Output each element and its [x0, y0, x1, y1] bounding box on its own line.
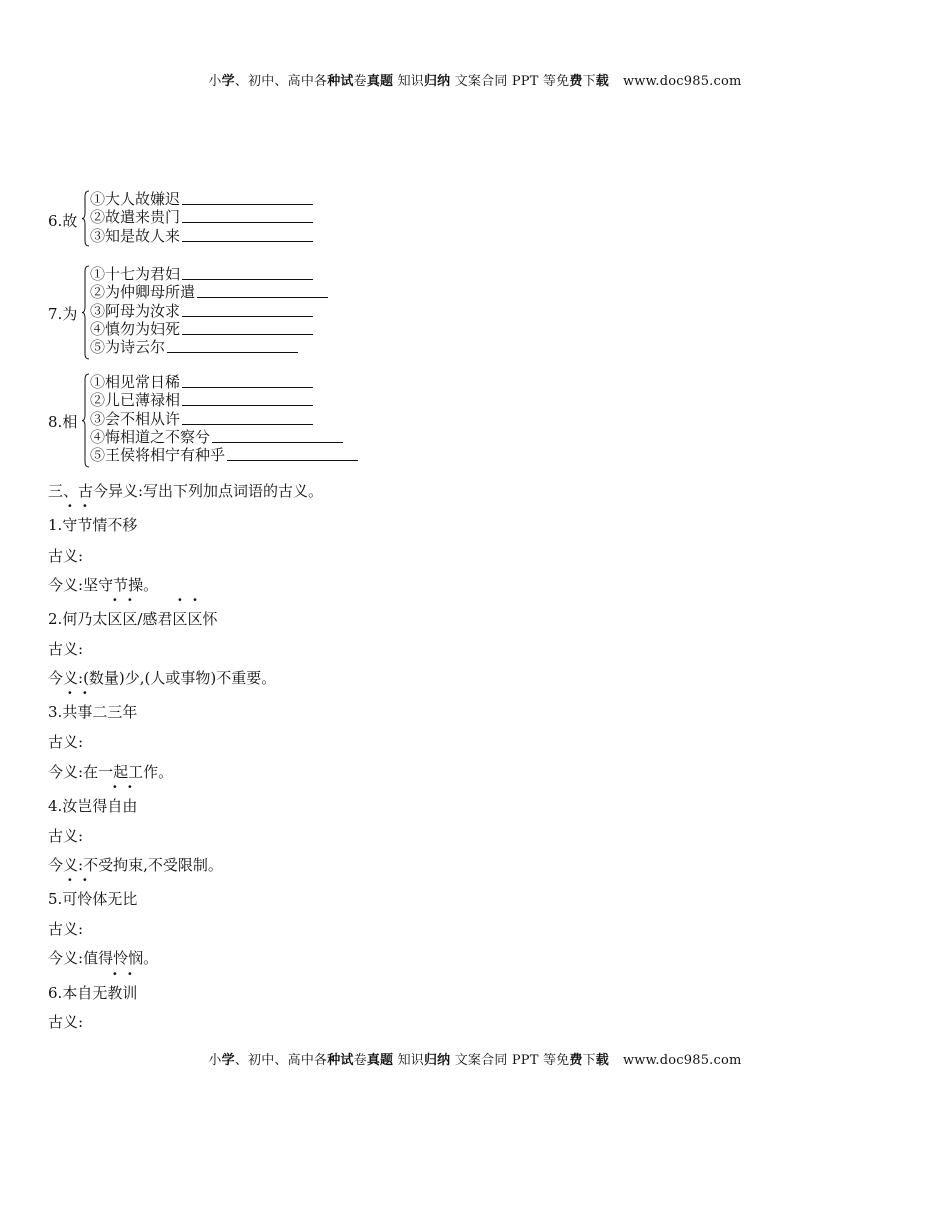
header-text-run: 卷 [353, 74, 367, 89]
usage-item: ⑤为诗云尔 [90, 338, 328, 356]
question-text: 怀 [202, 610, 218, 628]
header-text-run: 、初中、高中各 [234, 1053, 328, 1068]
header-text-run: 种试 [327, 1053, 354, 1068]
question-text: 二三年 [92, 703, 138, 721]
usage-item: ②儿已薄禄相 [90, 391, 358, 409]
gu-yi-label: 古义: [48, 827, 84, 845]
question-text: 汝岂得 [62, 797, 108, 815]
group-number: 8.相 [48, 413, 78, 431]
page-header [0, 70, 950, 89]
jin-yi-line: 今义:坚守节操。 [48, 576, 159, 594]
usage-item: ②为仲卿母所遣 [90, 283, 328, 301]
usage-item: ①相见常日稀 [90, 373, 358, 391]
answer-blank[interactable] [182, 374, 313, 388]
header-text-run: 文案合同 PPT 等免 [450, 74, 570, 89]
header-text-run: 、初中、高中各 [234, 74, 328, 89]
header-text-run: 下 [582, 1053, 596, 1068]
answer-blank[interactable] [182, 209, 313, 223]
header-text-run: 小 [208, 1053, 222, 1068]
question-line: 1.守节情不移 [48, 516, 138, 534]
header-text-run: 小 [208, 74, 222, 89]
usage-item: ①大人故嫌迟 [90, 190, 313, 208]
page-footer [0, 1049, 950, 1068]
header-text-run: 真题 [366, 74, 394, 89]
header-text-run: 知识 [393, 74, 424, 89]
header-url: www.doc985.com [622, 74, 742, 89]
answer-blank[interactable] [227, 447, 358, 461]
header-text-run: 归纳 [423, 1053, 451, 1068]
emphasized-word: 可怜 [62, 890, 93, 908]
jin-yi-line: 今义:值得怜悯。 [48, 949, 159, 967]
header-text-run: 文案合同 PPT 等免 [450, 1053, 570, 1068]
usage-item: ④慎勿为妇死 [90, 320, 328, 338]
emphasized-word: 教训 [107, 984, 138, 1002]
question-text: 体无比 [92, 890, 138, 908]
group-number: 6.故 [48, 212, 78, 230]
question-line: 6.本自无教训 [48, 984, 138, 1002]
usage-item: ⑤王侯将相宁有种乎 [90, 446, 358, 464]
answer-blank[interactable] [182, 392, 313, 406]
footer-url: www.doc985.com [622, 1053, 742, 1068]
header-text-run: 学 [221, 1053, 235, 1068]
header-text-run: 载 [595, 1053, 609, 1068]
question-text: 情不移 [92, 516, 138, 534]
answer-blank[interactable] [197, 284, 328, 298]
gu-yi-label: 古义: [48, 733, 84, 751]
answer-blank[interactable] [182, 228, 313, 242]
header-text-run: 归纳 [423, 74, 451, 89]
section-title: 三、古今异义:写出下列加点词语的古义。 [48, 482, 324, 500]
answer-blank[interactable] [182, 321, 313, 335]
jin-yi-line: 今义:不受拘束,不受限制。 [48, 856, 223, 874]
footer-text [208, 1053, 609, 1068]
gu-yi-label: 古义: [48, 1013, 84, 1031]
header-text-run: 卷 [353, 1053, 367, 1068]
answer-blank[interactable] [182, 191, 313, 205]
gu-yi-label: 古义: [48, 920, 84, 938]
answer-blank[interactable] [167, 339, 298, 353]
answer-blank[interactable] [182, 411, 313, 425]
usage-item: ③阿母为汝求 [90, 302, 328, 320]
header-text-run: 真题 [366, 1053, 394, 1068]
header-text-run: 知识 [393, 1053, 424, 1068]
header-text-run: 下 [582, 74, 596, 89]
usage-item: ③知是故人来 [90, 227, 313, 245]
header-text [208, 74, 609, 89]
question-line: 2.何乃太区区/感君区区怀 [48, 610, 218, 628]
answer-blank[interactable] [212, 429, 343, 443]
emphasized-word: 守节 [62, 516, 93, 534]
question-text: 何乃太 [62, 610, 108, 628]
header-text-run: 学 [221, 74, 235, 89]
usage-item: ②故遣来贵门 [90, 208, 313, 226]
usage-item: ④悔相道之不察兮 [90, 428, 358, 446]
jin-yi-line: 今义:(数量)少,(人或事物)不重要。 [48, 669, 277, 687]
question-text: 本自无 [62, 984, 108, 1002]
usage-item: ③会不相从许 [90, 410, 358, 428]
header-text-run: 种试 [327, 74, 354, 89]
gu-yi-label: 古义: [48, 547, 84, 565]
header-text-run: 载 [595, 74, 609, 89]
jin-yi-line: 今义:在一起工作。 [48, 763, 174, 781]
answer-blank[interactable] [182, 303, 313, 317]
group-number: 7.为 [48, 305, 78, 323]
emphasized-word: 自由 [107, 797, 138, 815]
header-text-run: 费 [569, 1053, 583, 1068]
question-text: /感君 [137, 610, 173, 628]
answer-blank[interactable] [182, 266, 313, 280]
emphasized-word: 区区 [107, 610, 138, 628]
header-text-run: 费 [569, 74, 583, 89]
usage-item: ①十七为君妇 [90, 265, 328, 283]
gu-yi-label: 古义: [48, 640, 84, 658]
question-line: 3.共事二三年 [48, 703, 138, 721]
question-line: 4.汝岂得自由 [48, 797, 138, 815]
question-line: 5.可怜体无比 [48, 890, 138, 908]
emphasized-word: 区区 [172, 610, 203, 628]
emphasized-word: 共事 [62, 703, 93, 721]
